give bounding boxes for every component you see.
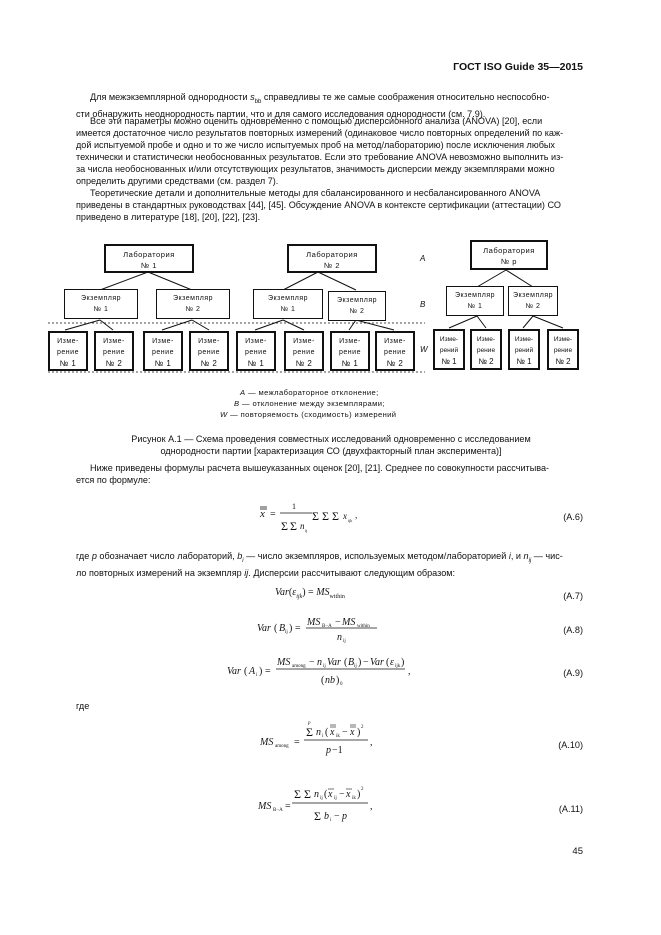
running-header: ГОСТ ISO Guide 35—2015 <box>453 61 583 73</box>
meas-number: № 2 <box>555 357 571 366</box>
unit-title: Экземпляр <box>267 295 309 302</box>
svg-text:among: among <box>275 744 289 749</box>
unit-box <box>253 289 323 319</box>
svg-text:MS: MS <box>258 801 272 812</box>
svg-text:Σ: Σ <box>306 725 313 739</box>
meas-text: рение <box>103 349 125 356</box>
svg-text:,: , <box>408 666 411 677</box>
equation-number: (A.11) <box>558 804 583 814</box>
meas-text: Изме- <box>293 338 315 345</box>
meas-number: № 1 <box>341 359 359 368</box>
measurement-box <box>189 331 229 371</box>
svg-text:−: − <box>334 811 340 822</box>
paragraph-2 <box>76 115 584 187</box>
level-label-b: B <box>420 300 426 309</box>
meas-text: Изме- <box>476 336 496 343</box>
text-line: Ниже приведены формулы расчета вышеуказанных оценок [20], [21]. Среднее по совокупности рассчитыва- <box>90 463 550 473</box>
paragraph-formulas-intro <box>76 462 584 486</box>
svg-text:among: among <box>292 664 306 669</box>
legend-text: повторяемость (сходимость) измерений <box>240 410 397 419</box>
lab-box-2 <box>287 244 377 273</box>
svg-text:i: i <box>322 734 324 739</box>
unit-number: № 2 <box>525 303 541 310</box>
unit-title: Экземпляр <box>80 295 122 302</box>
svg-text:(: ( <box>325 727 329 738</box>
svg-text:−: − <box>363 657 369 668</box>
svg-text:ij: ij <box>320 796 323 801</box>
connector <box>100 272 192 290</box>
svg-text:B−A: B−A <box>273 808 283 813</box>
svg-text:(: ( <box>244 666 248 677</box>
svg-text:x: x <box>330 727 335 738</box>
legend-text: межлабораторное отклонение; <box>258 388 379 397</box>
svg-text:): ) <box>401 657 405 668</box>
measurement-box <box>236 331 276 371</box>
text-line: приведены в стандартных руководствах [44], [45]. Обсуждение ANOVA в контексте сертификации (аттестации) СО <box>76 200 561 210</box>
svg-text:MS: MS <box>342 617 356 628</box>
text-line: ется по формуле: <box>76 475 151 485</box>
svg-text:ij: ij <box>354 664 357 669</box>
lab-number: № 1 <box>141 261 157 270</box>
svg-text:i: i <box>256 673 258 678</box>
formula-symbol: x <box>260 508 265 520</box>
equation-number: (A.8) <box>563 625 583 635</box>
measurement-box <box>94 331 134 371</box>
svg-text:ε: ε <box>390 657 394 668</box>
meas-number: № 1 <box>247 359 265 368</box>
legend-text: отклонение между экземплярами; <box>252 399 385 408</box>
meas-text: Изме- <box>514 336 534 343</box>
meas-number: № 2 <box>295 359 313 368</box>
measurement-box <box>284 331 324 371</box>
meas-text: Изме- <box>103 338 125 345</box>
meas-number: № 1 <box>154 359 172 368</box>
svg-text:ij: ij <box>334 796 337 801</box>
where-label: где <box>76 701 90 711</box>
svg-text:=: = <box>270 509 276 520</box>
unit-title: Экземпляр <box>336 297 378 304</box>
svg-text:n: n <box>314 789 319 800</box>
level-label-a: A <box>420 254 426 263</box>
unit-title: Экземпляр <box>512 292 554 299</box>
text-line: сти обнаружить неоднородность партии, что и для самого исследования однородности (см. 7.9). <box>76 108 486 119</box>
meas-text: рение <box>152 349 174 356</box>
measurement-box <box>508 329 540 370</box>
paragraph-3 <box>76 187 584 223</box>
svg-text:=: = <box>294 737 300 748</box>
measurement-box <box>143 331 183 371</box>
svg-text:ijk: ijk <box>395 664 401 669</box>
unit-number: № 1 <box>93 306 109 313</box>
svg-text:Σ: Σ <box>332 509 339 523</box>
legend-symbol: A <box>240 388 246 397</box>
equation-a8 <box>255 614 385 646</box>
unit-number: № 2 <box>349 308 365 315</box>
svg-text:Var: Var <box>227 666 241 677</box>
meas-text: рение <box>384 349 406 356</box>
svg-text:): ) <box>289 623 293 634</box>
svg-text:nb: nb <box>325 675 335 686</box>
measurement-box <box>547 329 579 370</box>
unit-title: Экземпляр <box>454 292 496 299</box>
svg-text:Var: Var <box>327 657 341 668</box>
meas-text: рение <box>476 347 496 354</box>
meas-number: № 2 <box>478 357 494 366</box>
svg-text:n: n <box>317 657 322 668</box>
lab-box-p <box>470 240 548 270</box>
legend-symbol: B <box>234 399 240 408</box>
legend-symbol: W <box>220 410 228 419</box>
text-line: дой испытуемой пробе и одно и то же число испытуемых проб на метод/лабораторию) после исключения любых <box>76 140 555 150</box>
equation-a9 <box>225 652 415 692</box>
equation-a11 <box>256 776 386 836</box>
svg-text:(: ( <box>274 623 278 634</box>
svg-text:MS: MS <box>260 737 274 748</box>
unit-box <box>156 289 230 319</box>
svg-text:=: = <box>265 666 271 677</box>
lab-number: № 2 <box>324 261 340 270</box>
svg-text:ik: ik <box>352 796 356 801</box>
lab-title: Лаборатория <box>306 250 358 259</box>
measurement-box <box>330 331 370 371</box>
svg-text:,: , <box>370 737 373 748</box>
svg-text:b: b <box>324 811 329 822</box>
meas-text: Изме- <box>339 338 361 345</box>
equation-a7: $Var(\varepsilon_{ijk}) = MS_{within}$ <box>275 587 345 600</box>
text-line: технически и статистически необоснованных результатов. Если это требование ANOVA невозможно выполнить из- <box>76 152 564 162</box>
meas-text: рение <box>57 349 79 356</box>
svg-text:−: − <box>339 789 345 800</box>
svg-text:Σ: Σ <box>322 509 329 523</box>
unit-box <box>508 286 558 316</box>
svg-text:x: x <box>343 511 347 521</box>
equation-number: (A.7) <box>563 591 583 601</box>
unit-number: № 1 <box>280 306 296 313</box>
unit-title: Экземпляр <box>172 295 214 302</box>
legend-item: W — повторяемость (сходимость) измерений <box>220 410 397 419</box>
meas-number: № 1 <box>59 359 77 368</box>
svg-text:p: p <box>326 745 331 756</box>
legend-item: B — отклонение между экземплярами; <box>234 399 385 408</box>
svg-text:B: B <box>279 623 286 634</box>
meas-text: рение <box>198 349 220 356</box>
svg-text:i: i <box>330 818 332 823</box>
equation-number: (A.10) <box>558 740 583 750</box>
svg-text:1: 1 <box>292 502 296 511</box>
svg-text:ij: ij <box>323 664 326 669</box>
equation-number: (A.9) <box>563 668 583 678</box>
text-line: Для межэкземплярной однородности $s_{bb}$ справедливы те же самые соображения относительно неспособно- <box>90 92 550 105</box>
svg-text:=: = <box>285 801 291 812</box>
meas-text: рений <box>439 347 459 354</box>
legend-item: A — межлабораторное отклонение; <box>240 388 379 397</box>
svg-text:Σ: Σ <box>314 809 321 823</box>
equation-number: (A.6) <box>563 512 583 522</box>
svg-text:A: A <box>249 666 256 677</box>
svg-text:Σ: Σ <box>312 509 319 523</box>
meas-text: рение <box>339 349 361 356</box>
svg-text:x: x <box>350 727 355 738</box>
meas-text: рение <box>553 347 573 354</box>
meas-text: Изме- <box>439 336 459 343</box>
meas-text: Изме- <box>152 338 174 345</box>
text-line: приведено в литературе [18], [20], [22], [23]. <box>76 212 261 222</box>
text-line: ло повторных измерений на экземпляр ij. Дисперсии рассчитывают следующим образом: <box>76 567 456 578</box>
meas-text: Изме- <box>57 338 79 345</box>
svg-text:ik: ik <box>336 734 340 739</box>
meas-number: № 2 <box>200 359 218 368</box>
svg-text:x: x <box>328 789 333 800</box>
lab-number: № p <box>501 257 517 266</box>
svg-text:p: p <box>308 721 311 726</box>
meas-text: Изме- <box>245 338 267 345</box>
svg-text:Var: Var <box>257 623 271 634</box>
svg-text:−: − <box>335 617 341 628</box>
meas-text: Изме- <box>384 338 406 345</box>
caption-line: Рисунок А.1 — Схема проведения совместных исследований одновременно с исследованием <box>131 434 531 444</box>
level-label-w: W <box>420 345 428 354</box>
svg-text:n: n <box>337 632 342 643</box>
svg-text:x: x <box>346 789 351 800</box>
svg-text:p: p <box>342 811 347 822</box>
meas-number: № 2 <box>386 359 404 368</box>
svg-text:): ) <box>358 657 362 668</box>
unit-number: № 2 <box>185 306 201 313</box>
text-line: за числа необоснованных и/или отсутствующих результатов, значимость дисперсии между экземплярами можно <box>76 164 555 174</box>
text-line: определить другими средствами (см. раздел 7). <box>76 176 279 186</box>
measurement-box <box>375 331 415 371</box>
meas-number: № 1 <box>516 357 532 366</box>
svg-text:): ) <box>259 666 263 677</box>
unit-box <box>64 289 138 319</box>
meas-text: рение <box>293 349 315 356</box>
measurement-box <box>433 329 465 370</box>
svg-text:): ) <box>357 727 361 738</box>
unit-number: № 1 <box>467 303 483 310</box>
text-line: Теоретические детали и дополнительные методы для сбалансированного и несбалансированного ANOVA <box>90 188 541 198</box>
svg-text:(: ( <box>321 675 325 686</box>
text-line: имеется достаточное число результатов повторных измерений (одинаковое число повторных определений по каж- <box>76 128 564 138</box>
svg-text:Σ: Σ <box>294 787 301 801</box>
meas-text: рение <box>245 349 267 356</box>
svg-text:): ) <box>357 789 361 800</box>
text-line: где p обозначает число лабораторий, $b_i$ — число экземпляров, используемых методом/лабораторией i, и $n_{ij}$ — чис- <box>76 551 563 564</box>
lab-box-1 <box>104 244 194 273</box>
connector <box>65 320 209 330</box>
unit-box <box>328 291 386 321</box>
svg-text:−1: −1 <box>332 745 343 756</box>
svg-text:(: ( <box>386 657 390 668</box>
connector <box>283 272 356 290</box>
svg-text:,: , <box>370 801 373 812</box>
svg-text:ijk: ijk <box>348 518 353 523</box>
svg-text:ij: ij <box>305 528 308 533</box>
svg-text:Σ: Σ <box>304 787 311 801</box>
equation-a6 <box>252 496 382 546</box>
page-number: 45 <box>572 846 583 857</box>
lab-title: Лаборатория <box>483 246 535 255</box>
equation-a10 <box>258 716 388 766</box>
figure-caption <box>96 433 566 457</box>
svg-text:MS: MS <box>277 657 291 668</box>
svg-text:(: ( <box>324 789 328 800</box>
svg-text:B−A: B−A <box>322 624 332 629</box>
meas-text: Изме- <box>198 338 220 345</box>
meas-text: рений <box>514 347 534 354</box>
lab-title: Лаборатория <box>123 250 175 259</box>
connector <box>449 316 563 328</box>
svg-text:Σ: Σ <box>281 519 288 533</box>
svg-text:MS: MS <box>307 617 321 628</box>
svg-text:Σ: Σ <box>290 519 297 533</box>
svg-text:=: = <box>295 623 301 634</box>
unit-box <box>446 286 504 316</box>
svg-text:B: B <box>348 657 355 668</box>
svg-text:ij: ij <box>343 639 346 644</box>
paragraph-where <box>76 550 584 579</box>
connector <box>477 270 533 287</box>
svg-text:−: − <box>309 657 315 668</box>
measurement-box <box>48 331 88 371</box>
svg-text:2: 2 <box>361 787 364 792</box>
svg-text:(: ( <box>344 657 348 668</box>
meas-text: Изме- <box>553 336 573 343</box>
text-line: Все эти параметры можно оценить одновременно с помощью дисперсионного анализа (ANOVA) [20], если <box>90 116 543 126</box>
svg-text:Var: Var <box>370 657 384 668</box>
caption-line: однородности партии [характеризация СО (двухфакторный план эксперимента)] <box>160 446 502 456</box>
svg-text:n: n <box>300 521 305 531</box>
diagram-legend <box>220 387 396 420</box>
svg-text:): ) <box>336 675 340 686</box>
svg-text:n: n <box>316 727 321 738</box>
svg-text:−: − <box>342 727 348 738</box>
meas-number: № 2 <box>105 359 123 368</box>
svg-text:within: within <box>357 624 370 629</box>
meas-number: № 1 <box>441 357 457 366</box>
svg-text:2: 2 <box>361 725 364 730</box>
measurement-box <box>470 329 502 370</box>
svg-text:,: , <box>355 510 358 520</box>
svg-text:ij: ij <box>285 630 288 635</box>
svg-text:0: 0 <box>340 682 343 687</box>
connector <box>255 320 394 330</box>
